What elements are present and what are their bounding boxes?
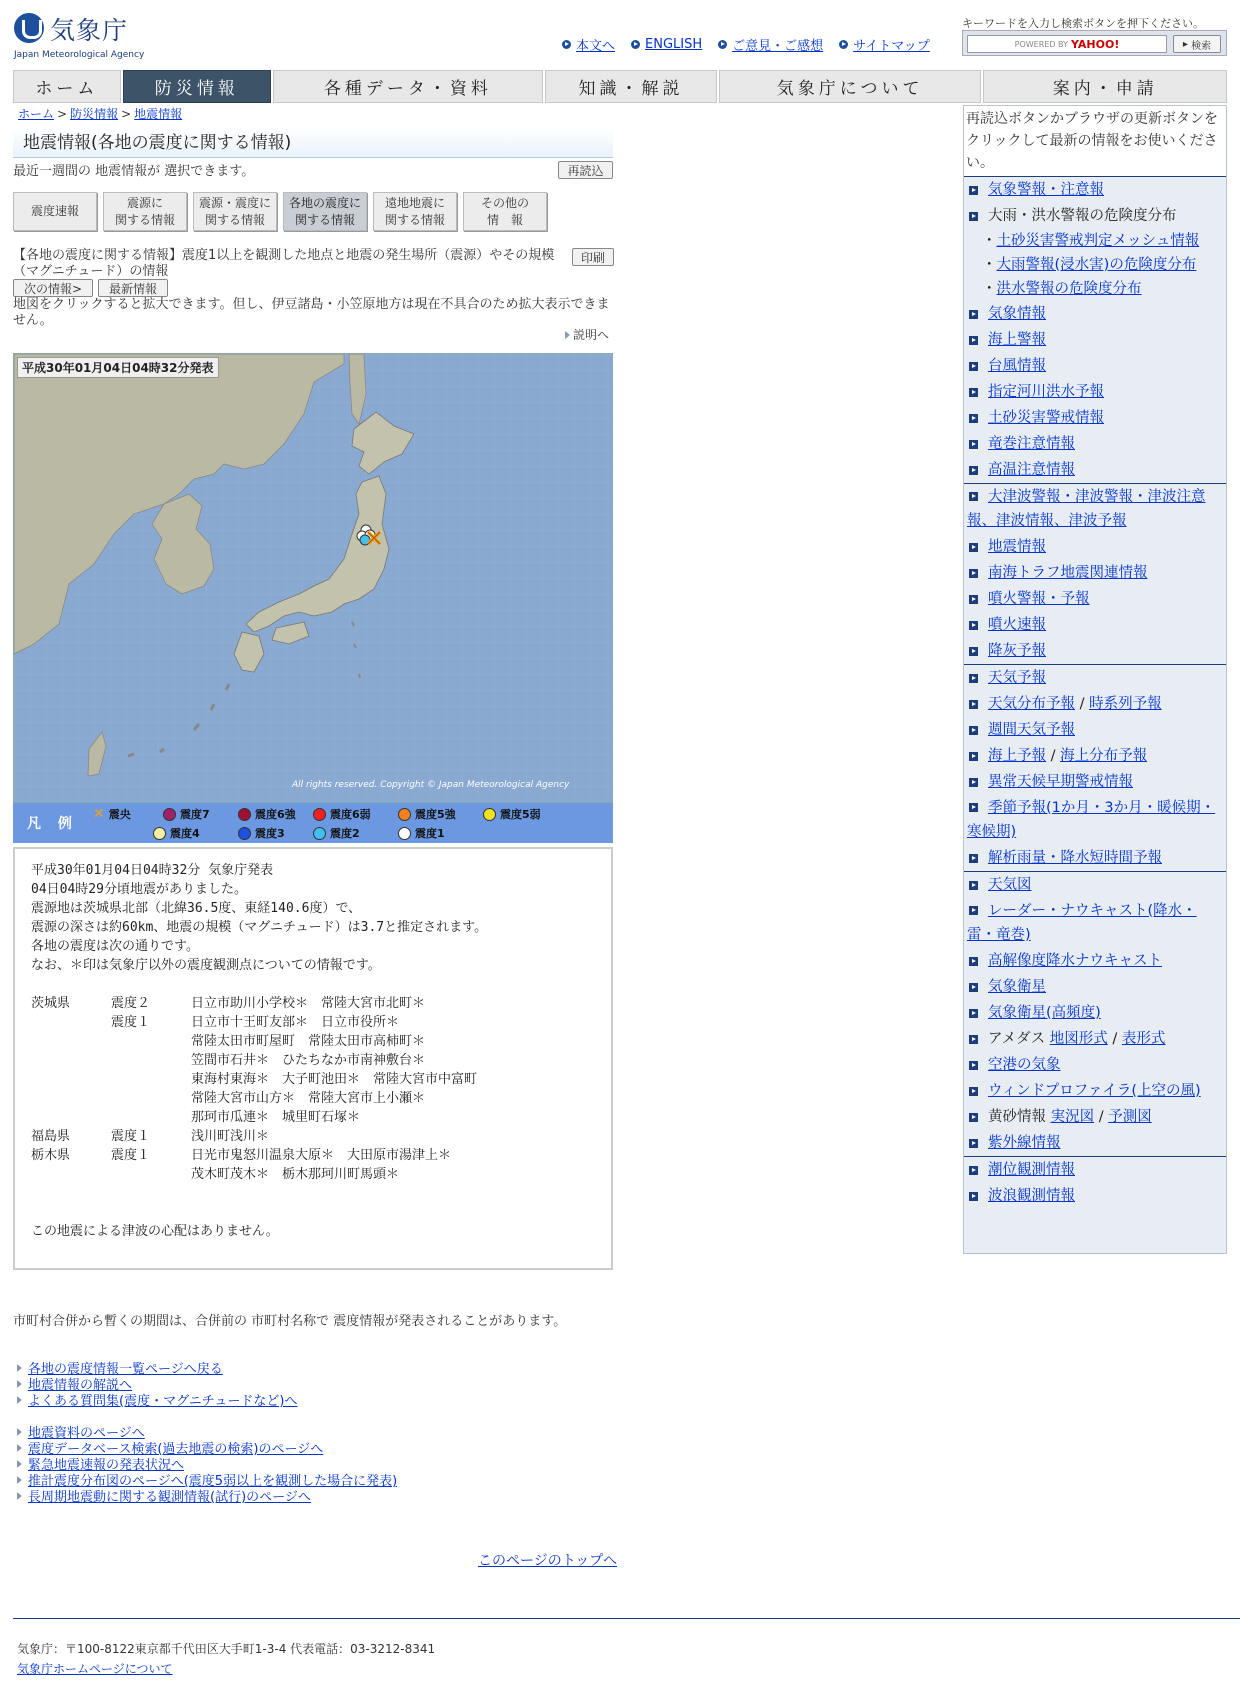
arrow-square-icon — [969, 778, 978, 787]
report-line: 平成30年01月04日04時32分 気象庁発表 — [31, 863, 274, 878]
sidebar-link-prefix: アメダス — [988, 1031, 1046, 1047]
legend-label: 震度7 — [180, 808, 210, 821]
sidebar-link[interactable]: 気象衛星 — [988, 979, 1046, 995]
arrow-circle-icon — [631, 40, 640, 49]
breadcrumb-earthquake[interactable]: 地震情報 — [134, 107, 183, 121]
sidebar-item — [964, 457, 1226, 483]
sidebar-link[interactable]: 海上警報 — [988, 332, 1046, 348]
sidebar-link[interactable]: 海上分布予報 — [1060, 748, 1148, 764]
sidebar-sublink[interactable]: ・ 洪水警報の危険度分布 — [996, 281, 1142, 297]
arrow-square-icon — [969, 700, 978, 709]
global-nav — [13, 70, 1227, 103]
legend-item — [238, 806, 296, 822]
triangle-right-icon — [17, 1460, 22, 1468]
nav-about[interactable]: 気象庁について — [719, 70, 982, 103]
stations: 日光市鬼怒川温泉大原＊ 大田原市湯津上＊ 茂木町茂木＊ 栃木那珂川町馬頭＊ — [191, 1148, 452, 1182]
sidebar-link[interactable]: 気象衛星(高頻度) — [988, 1005, 1101, 1021]
related-link-row — [17, 1390, 298, 1409]
sidebar-group-weather-warnings — [964, 177, 1226, 484]
sidebar-item — [964, 1078, 1226, 1104]
earthquake-report — [13, 847, 613, 1270]
arrow-square-icon — [969, 647, 978, 656]
link-feedback[interactable]: ご意見・ご感想 — [732, 38, 824, 54]
arrow-square-icon — [969, 186, 978, 195]
report-line: 震源地は茨城県北部（北緯36.5度、東経140.6度）で、 — [31, 901, 362, 916]
arrow-circle-icon — [839, 40, 848, 49]
nav-home[interactable]: ホーム — [13, 70, 121, 103]
arrow-square-icon — [969, 466, 978, 475]
logo-text-jp: 気象庁 — [50, 16, 129, 45]
related-link[interactable]: 推計震度分布図のページへ(震度5弱以上を観測した場合に発表) — [28, 1474, 398, 1489]
intensity-level: 震度１ — [111, 1129, 151, 1144]
arrow-square-icon — [969, 881, 978, 890]
related-link[interactable]: よくある質問集(震度・マグニチュードなど)へ — [28, 1394, 298, 1409]
sidebar-link[interactable]: レーダー・ナウキャスト(降水・雷・竜巻) — [967, 903, 1197, 943]
arrow-square-icon — [969, 569, 978, 578]
explanation-link-label: 説明へ — [573, 328, 610, 342]
search-powered-label: POWERED BY — [1014, 39, 1068, 49]
arrow-square-icon — [969, 752, 978, 761]
report-line: 震源の深さは約60km、地震の規模（マグニチュード）は3.7と推定されます。 — [31, 920, 488, 935]
sidebar-link[interactable]: 実況図 — [1050, 1109, 1095, 1125]
arrow-square-icon — [969, 1139, 978, 1148]
related-link[interactable]: 地震情報の解説へ — [28, 1378, 133, 1393]
explanation-link[interactable] — [565, 326, 609, 343]
link-main-content[interactable]: 本文へ — [576, 38, 616, 54]
map-legend — [13, 803, 613, 843]
sidebar-link[interactable]: 紫外線情報 — [988, 1135, 1061, 1151]
page-title: 地震情報(各地の震度に関する情報) — [13, 128, 613, 158]
tab-1[interactable] — [103, 192, 187, 231]
arrow-square-icon — [969, 212, 978, 221]
tab-label-line: 情 報 — [486, 212, 523, 227]
sidebar-item-links — [988, 692, 1162, 716]
sidebar-item — [964, 586, 1226, 612]
prefecture — [31, 1013, 111, 1127]
sidebar-item — [964, 872, 1226, 898]
report-intensity-table — [31, 994, 595, 1184]
reload-button[interactable]: 再読込 — [558, 161, 613, 179]
intensity-level: 震度１ — [111, 1148, 151, 1163]
prefecture: 福島県 — [31, 1129, 71, 1144]
legend-item — [313, 825, 360, 841]
sidebar-link[interactable]: 予測図 — [1108, 1109, 1152, 1125]
intensity-circle-icon — [163, 808, 176, 821]
sidebar-link-prefix: 黄砂情報 — [988, 1109, 1046, 1125]
breadcrumb-separator: > — [57, 107, 68, 121]
sidebar-item — [964, 405, 1226, 431]
sidebar-link[interactable]: 気象警報・注意報 — [988, 182, 1104, 198]
tsunami-note: この地震による津波の心配はありません。 — [31, 1224, 279, 1239]
arrow-square-icon — [969, 1061, 978, 1070]
arrow-square-icon — [969, 543, 978, 552]
sidebar-item — [964, 301, 1226, 327]
sidebar-link[interactable]: 天気図 — [988, 877, 1032, 893]
arrow-square-icon — [969, 957, 978, 966]
sidebar-item — [964, 431, 1226, 457]
sidebar-link[interactable]: 天気予報 — [988, 670, 1046, 686]
arrow-square-icon — [969, 1009, 978, 1018]
arrow-square-icon — [969, 1166, 978, 1175]
tab-5[interactable] — [463, 192, 547, 231]
sidebar-item — [964, 1000, 1226, 1026]
tab-label — [199, 195, 271, 229]
tab-2[interactable] — [193, 192, 277, 231]
legend-label: 震度5強 — [415, 808, 456, 821]
arrow-square-icon — [969, 388, 978, 397]
slash-separator: / — [1094, 1109, 1109, 1125]
tab-label-line: 関する情報 — [204, 212, 265, 227]
tab-label-line: 震度速報 — [30, 204, 79, 218]
related-link[interactable]: 緊急地震速報の発表状況へ — [28, 1458, 185, 1473]
sidebar-link[interactable]: 地震情報 — [988, 539, 1046, 555]
sidebar-group-observation — [964, 872, 1226, 1157]
sidebar-item — [964, 612, 1226, 638]
sidebar-link[interactable]: 週間天気予報 — [988, 722, 1075, 738]
tab-label-line: 震源に — [126, 195, 163, 210]
sidebar-item-links — [988, 744, 1147, 768]
tab-label — [115, 195, 175, 229]
legend-label: 震度6強 — [255, 808, 296, 821]
map-note: 地図をクリックすると拡大できます。但し、伊豆諸島・小笠原地方は現在不具合のため拡大表示できません。 — [13, 297, 610, 328]
arrow-square-icon — [969, 1192, 978, 1201]
arrow-square-icon — [969, 983, 978, 992]
sidebar-link[interactable]: 土砂災害警戒情報 — [988, 410, 1104, 426]
stations: 浅川町浅川＊ — [191, 1129, 270, 1144]
related-link[interactable]: 長周期地震動に関する観測情報(試行)のページへ — [28, 1490, 311, 1505]
map-copyright: All rights reserved. Copyright © Japan Meteorological Agency — [292, 780, 570, 790]
jma-emblem-icon — [14, 13, 44, 43]
sidebar-item — [964, 769, 1226, 795]
sidebar-link[interactable]: 波浪観測情報 — [988, 1188, 1075, 1204]
sidebar-link[interactable]: 気象情報 — [988, 306, 1046, 322]
sidebar-item — [964, 327, 1226, 353]
report-summary — [31, 861, 595, 975]
nav-knowledge[interactable]: 知識・解説 — [545, 70, 717, 103]
sidebar-item — [964, 845, 1226, 871]
sidebar-link[interactable]: 台風情報 — [988, 358, 1046, 374]
sidebar-item — [964, 1183, 1226, 1209]
sidebar-item — [964, 1026, 1226, 1052]
arrow-square-icon — [969, 1087, 978, 1096]
sidebar-link[interactable]: 噴火速報 — [988, 617, 1046, 633]
prefecture: 栃木県 — [31, 1148, 71, 1163]
intensity-row — [31, 1146, 595, 1184]
tab-label-line: その他の — [480, 195, 529, 210]
sidebar-sublink[interactable]: ・ 土砂災害警戒判定メッシュ情報 — [996, 233, 1200, 249]
intensity-circle-icon — [398, 808, 411, 821]
sidebar-link[interactable]: 大津波警報・津波警報・津波注意報、津波情報、津波予報 — [967, 489, 1206, 529]
triangle-right-icon — [17, 1380, 22, 1388]
breadcrumb-separator: > — [121, 107, 132, 121]
legend-label: 震度4 — [170, 827, 200, 840]
intensity-row — [31, 994, 595, 1013]
report-line: なお、＊印は気象庁以外の震度観測点についての情報です。 — [31, 958, 381, 973]
breadcrumb-home[interactable]: ホーム — [18, 107, 55, 121]
legend-label: 震央 — [108, 808, 131, 821]
legend-item — [93, 806, 131, 822]
sidebar-group-ocean — [964, 1157, 1226, 1209]
sidebar-item — [964, 353, 1226, 379]
related-link[interactable]: 各地の震度情報一覧ページへ戻る — [28, 1362, 223, 1377]
footer-divider — [13, 1618, 1240, 1619]
yahoo-logo: YAHOO! — [1070, 37, 1120, 51]
map-issued-time: 平成30年01月04日04時32分発表 — [17, 357, 219, 378]
arrow-circle-icon — [562, 40, 571, 49]
logo-text-en: Japan Meteorological Agency — [14, 50, 145, 60]
sidebar-item-links — [988, 1105, 1152, 1129]
sidebar-link[interactable]: 季節予報(1か月・3か月・暖候期・寒候期) — [967, 800, 1216, 840]
arrow-square-icon — [969, 621, 978, 630]
triangle-right-icon — [17, 1444, 22, 1452]
triangle-right-icon — [17, 1428, 22, 1436]
slash-separator: / — [1046, 748, 1061, 764]
sidebar-item — [964, 1052, 1226, 1078]
legend-label: 震度1 — [415, 827, 445, 840]
legend-label: 震度2 — [330, 827, 360, 840]
sidebar-subitem — [964, 253, 1226, 277]
legend-item — [313, 806, 371, 822]
intensity-circle-icon — [238, 808, 251, 821]
intensity-row — [31, 1127, 595, 1146]
sidebar-subitem — [964, 229, 1226, 253]
sidebar-item-links — [988, 1027, 1165, 1051]
search-button[interactable]: ▸ 検索 — [1173, 35, 1221, 53]
tab-label-line: 関する情報 — [114, 212, 175, 227]
triangle-right-icon — [17, 1396, 22, 1404]
tab-0[interactable] — [13, 192, 97, 231]
sidebar-item — [964, 203, 1226, 229]
sidebar-subitem — [964, 277, 1226, 301]
intensity-circle-icon — [398, 827, 411, 840]
sidebar-item — [964, 484, 1226, 534]
triangle-right-icon — [17, 1476, 22, 1484]
sidebar-item — [964, 1157, 1226, 1183]
arrow-square-icon — [969, 1035, 978, 1044]
legend-item — [483, 806, 541, 822]
sidebar-link[interactable]: 噴火警報・予報 — [988, 591, 1090, 607]
arrow-circle-icon — [718, 40, 727, 49]
legend-item — [398, 806, 456, 822]
arrow-square-icon — [969, 854, 978, 863]
sidebar-item — [964, 717, 1226, 743]
arrow-square-icon — [969, 674, 978, 683]
sidebar-link[interactable]: 解析雨量・降水短時間予報 — [988, 850, 1162, 866]
sidebar-item — [964, 974, 1226, 1000]
legend-label: 震度3 — [255, 827, 285, 840]
sidebar-link[interactable]: 高解像度降水ナウキャスト — [988, 953, 1162, 969]
sidebar-item — [964, 379, 1226, 405]
intensity-circle-icon — [313, 808, 326, 821]
sidebar-sublink[interactable]: ・ 大雨警報(浸水害)の危険度分布 — [996, 257, 1197, 273]
sidebar-reload-hint: 再読込ボタンかブラウザの更新ボタンをクリックして最新の情報をお使いください。 — [964, 106, 1226, 177]
stations: 日立市助川小学校＊ 常陸大宮市北町＊ — [191, 996, 426, 1011]
slash-separator: / — [1075, 696, 1090, 712]
report-line: 各地の震度は次の通りです。 — [31, 939, 199, 954]
intensity-row — [31, 1013, 595, 1127]
sidebar-group-earthquake — [964, 484, 1226, 665]
sidebar-item — [964, 534, 1226, 560]
legend-item — [163, 806, 210, 822]
tab-label — [385, 195, 445, 229]
sidebar-link[interactable]: 異常天候早期警戒情報 — [988, 774, 1133, 790]
sidebar-link[interactable]: 竜巻注意情報 — [988, 436, 1075, 452]
search-button-label: 検索 — [1191, 40, 1212, 52]
nav-guide[interactable]: 案内・申請 — [983, 70, 1227, 103]
arrow-square-icon — [969, 595, 978, 604]
sidebar-item — [964, 1104, 1226, 1130]
intensity-circle-icon — [153, 827, 166, 840]
legend-label: 震度5弱 — [500, 808, 541, 821]
map-graphic — [14, 354, 613, 803]
sidebar-item — [964, 1130, 1226, 1156]
nav-data[interactable]: 各種データ・資料 — [273, 70, 544, 103]
sidebar-link[interactable]: 地図形式 — [1049, 1031, 1108, 1047]
breadcrumb-disaster[interactable]: 防災情報 — [70, 107, 119, 121]
search-hint: キーワードを入力し検索ボタンを押下ください。 — [962, 17, 1204, 30]
epicenter-x-icon: ✕ — [93, 806, 105, 822]
sidebar-item — [964, 795, 1226, 845]
sidebar-link[interactable]: 指定河川洪水予報 — [988, 384, 1104, 400]
arrow-square-icon — [969, 726, 978, 735]
jma-logo[interactable] — [14, 13, 144, 63]
sidebar-link[interactable]: 時系列予報 — [1089, 696, 1162, 712]
sidebar-link[interactable]: 高温注意情報 — [988, 462, 1075, 478]
footer-about-link[interactable]: 気象庁ホームページについて — [17, 1662, 173, 1676]
arrow-square-icon — [969, 492, 978, 501]
report-line: 04日04時29分頃地震がありました。 — [31, 882, 247, 897]
search-box — [962, 30, 1227, 56]
sidebar-link[interactable]: 海上予報 — [988, 748, 1046, 764]
sidebar-item — [964, 691, 1226, 717]
sidebar — [963, 105, 1227, 1254]
sidebar-item — [964, 560, 1226, 586]
tab-label-line: 関する情報 — [294, 212, 355, 227]
triangle-right-icon — [565, 331, 570, 339]
arrow-square-icon — [969, 803, 978, 812]
nav-disaster-info[interactable]: 防災情報 — [123, 70, 271, 103]
tab-label-line: 震源・震度に — [198, 195, 271, 210]
legend-item — [153, 825, 200, 841]
sidebar-group-forecast — [964, 665, 1226, 872]
top-links — [562, 35, 930, 53]
arrow-square-icon — [969, 906, 978, 915]
sidebar-link[interactable]: 空港の気象 — [988, 1057, 1061, 1073]
intensity-level: 震度１ — [111, 1015, 151, 1030]
intensity-circle-icon — [313, 827, 326, 840]
tab-4[interactable] — [373, 192, 457, 231]
legend-label: 震度6弱 — [330, 808, 371, 821]
next-info-button[interactable]: 次の情報> — [13, 279, 93, 297]
intensity-level: 震度２ — [111, 996, 151, 1011]
page-subtitle: 最近一週間の 地震情報が 選択できます。 — [13, 164, 255, 179]
merge-note: 市町村合併から暫くの期間は、合併前の 市町村名称で 震度情報が発表されることがあります。 — [13, 1314, 567, 1329]
sidebar-link[interactable]: 天気分布予報 — [988, 696, 1075, 712]
stations: 日立市十王町友部＊ 日立市役所＊ 常陸太田市町屋町 常陸太田市高柿町＊ 笠間市石井＊ ひたちなか市南神敷台＊ 東海村東海＊ 大子町池田＊ 常陸大宮市中富町 常陸大宮市山方＊ 常陸大宮市上小瀬＊ 那珂市瓜連＊ 城里町石塚＊ — [191, 1015, 478, 1125]
legend-item — [398, 825, 445, 841]
tab-label — [481, 195, 529, 229]
sidebar-item — [964, 638, 1226, 664]
prefecture: 茨城県 — [31, 996, 71, 1011]
arrow-square-icon — [969, 440, 978, 449]
arrow-square-icon — [969, 336, 978, 345]
print-button[interactable]: 印刷 — [572, 248, 614, 266]
legend-title: 凡 例 — [27, 816, 78, 832]
info-type-tabs — [13, 192, 547, 231]
breadcrumb — [18, 105, 182, 122]
sidebar-link[interactable]: ウィンドプロファイラ(上空の風) — [988, 1083, 1201, 1099]
tab-label — [31, 203, 79, 220]
tab-label-line: 遠地地震に — [384, 195, 445, 210]
legend-item — [238, 825, 285, 841]
arrow-square-icon — [969, 310, 978, 319]
slash-separator: / — [1107, 1031, 1122, 1047]
sidebar-item — [964, 948, 1226, 974]
related-link[interactable]: 震度データベース検索(過去地震の検索)のページへ — [28, 1442, 324, 1457]
sidebar-item — [964, 177, 1226, 203]
search-input[interactable] — [967, 35, 1167, 53]
link-english[interactable]: ENGLISH — [645, 36, 703, 52]
related-link-row — [17, 1486, 311, 1505]
tab-label-line: 関する情報 — [384, 212, 445, 227]
arrow-square-icon — [969, 1113, 978, 1122]
latest-info-button[interactable]: 最新情報 — [98, 279, 168, 297]
arrow-square-icon — [969, 362, 978, 371]
sidebar-item — [964, 743, 1226, 769]
sidebar-item — [964, 898, 1226, 948]
footer-address: 気象庁：〒100-8122東京都千代田区大手町1-3-4 代表電話：03-3212-8341 — [17, 1642, 436, 1656]
sidebar-text: 大雨・洪水警報の危険度分布 — [988, 208, 1177, 224]
tab-3[interactable] — [283, 192, 367, 231]
info-description: 【各地の震度に関する情報】震度1以上を観測した地点と地震の発生場所（震源）やその規模（マグニチュード）の情報 — [13, 248, 555, 279]
sidebar-link[interactable]: 表形式 — [1121, 1031, 1166, 1047]
intensity-circle-icon — [238, 827, 251, 840]
link-sitemap[interactable]: サイトマップ — [853, 38, 930, 54]
seismic-intensity-map[interactable] — [13, 353, 613, 803]
tab-label — [289, 195, 361, 229]
sidebar-link[interactable]: 潮位観測情報 — [988, 1162, 1075, 1178]
sidebar-link[interactable]: 南海トラフ地震関連情報 — [988, 565, 1148, 581]
tab-label-line: 各地の震度に — [288, 195, 361, 210]
arrow-square-icon — [969, 414, 978, 423]
page-top-link[interactable]: このページのトップへ — [478, 1553, 618, 1569]
related-link[interactable]: 地震資料のページへ — [28, 1426, 145, 1441]
intensity-circle-icon — [483, 808, 496, 821]
triangle-right-icon — [17, 1492, 22, 1500]
sidebar-item — [964, 665, 1226, 691]
triangle-right-icon — [17, 1364, 22, 1372]
sidebar-link[interactable]: 降灰予報 — [988, 643, 1046, 659]
